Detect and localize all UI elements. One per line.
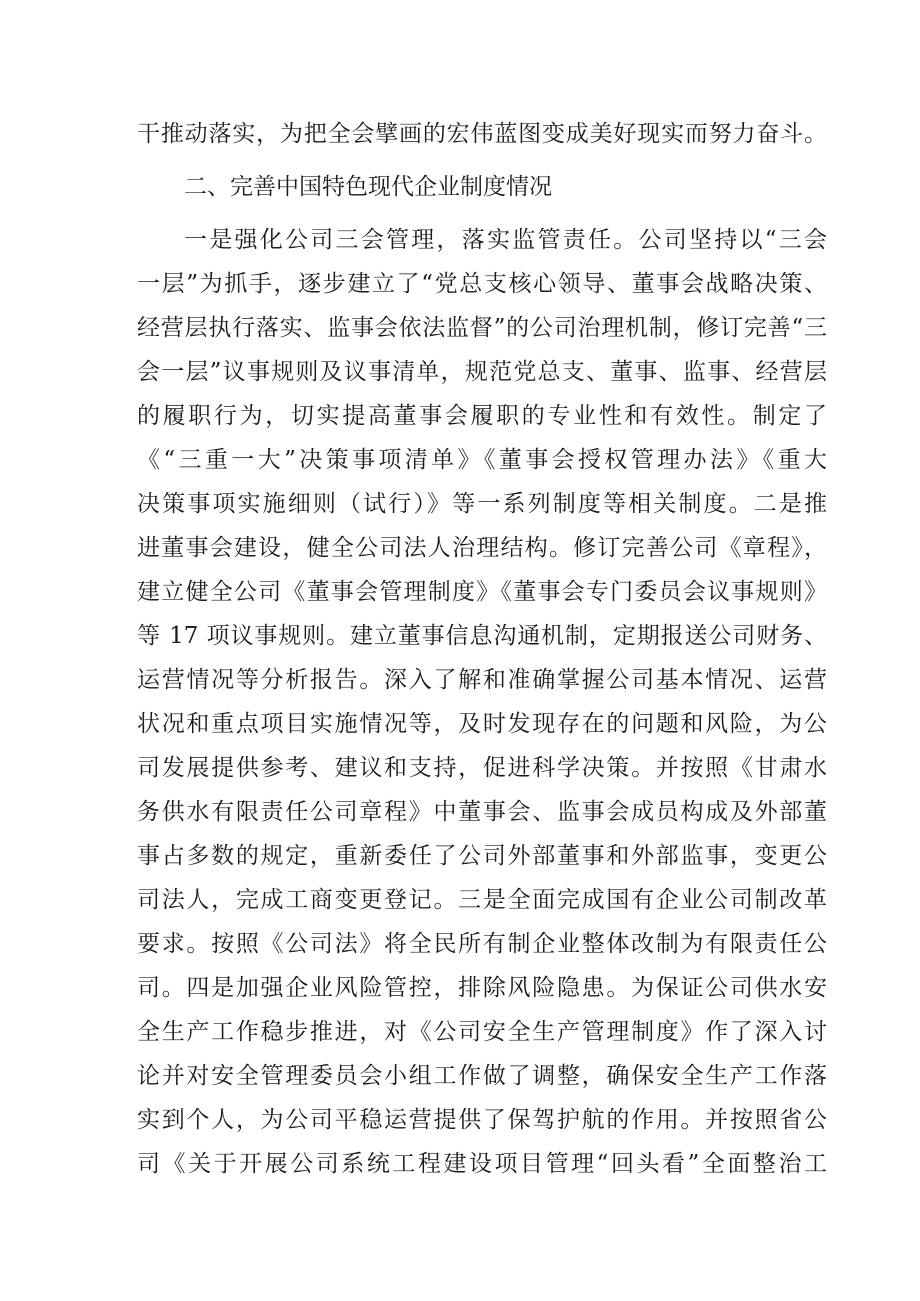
text-line-11: 建立健全公司《董事会管理制度》《董事会专门委员会议事规则》 [137,579,827,605]
text-line-23: 实到个人，为公司平稳运营提供了保驾护航的作用。并按照省公 [137,1107,827,1133]
text-line-5: 经营层执行落实、监事会依法监督”的公司治理机制，修订完善“三 [137,315,827,341]
text-line-13: 运营情况等分析报告。深入了解和准确掌握公司基本情况、运营 [137,667,827,693]
text-line-16: 务供水有限责任公司章程》中董事会、监事会成员构成及外部董 [137,799,827,825]
text-line-4: 一层”为抓手，逐步建立了“党总支核心领导、董事会战略决策、 [137,271,827,297]
text-line-10: 进董事会建设，健全公司法人治理结构。修订完善公司《章程》， [137,535,827,561]
text-line-19: 要求。按照《公司法》将全民所有制企业整体改制为有限责任公 [137,931,827,957]
text-line-18: 司法人，完成工商变更登记。三是全面完成国有企业公司制改革 [137,887,827,913]
section-heading: 二、完善中国特色现代企业制度情况 [184,174,552,200]
text-line-24: 司《关于开展公司系统工程建设项目管理“回头看”全面整治工 [137,1151,827,1177]
text-line-14: 状况和重点项目实施情况等，及时发现存在的问题和风险，为公 [137,711,827,737]
text-line-9: 决策事项实施细则（试行）》等一系列制度等相关制度。二是推 [137,491,827,517]
text-line-8: 《“三重一大”决策事项清单》《董事会授权管理办法》《重大 [137,447,827,473]
text-line-20: 司。四是加强企业风险管控，排除风险隐患。为保证公司供水安 [137,975,827,1001]
text-line-15: 司发展提供参考、建议和支持，促进科学决策。并按照《甘肃水 [137,755,827,781]
text-line-1: 干推动落实，为把全会擘画的宏伟蓝图变成美好现实而努力奋斗。 [137,121,827,147]
text-line-17: 事占多数的规定，重新委任了公司外部董事和外部监事，变更公 [137,843,827,869]
text-line-12: 等 17 项议事规则。建立董事信息沟通机制，定期报送公司财务、 [137,623,827,649]
text-line-3: 一是强化公司三会管理，落实监管责任。公司坚持以“三会 [184,227,827,253]
text-line-21: 全生产工作稳步推进，对《公司安全生产管理制度》作了深入讨 [137,1019,827,1045]
text-line-7: 的履职行为，切实提高董事会履职的专业性和有效性。制定了 [137,403,827,429]
text-line-22: 论并对安全管理委员会小组工作做了调整，确保安全生产工作落 [137,1063,827,1089]
text-line-6: 会一层”议事规则及议事清单，规范党总支、董事、监事、经营层 [137,359,827,385]
